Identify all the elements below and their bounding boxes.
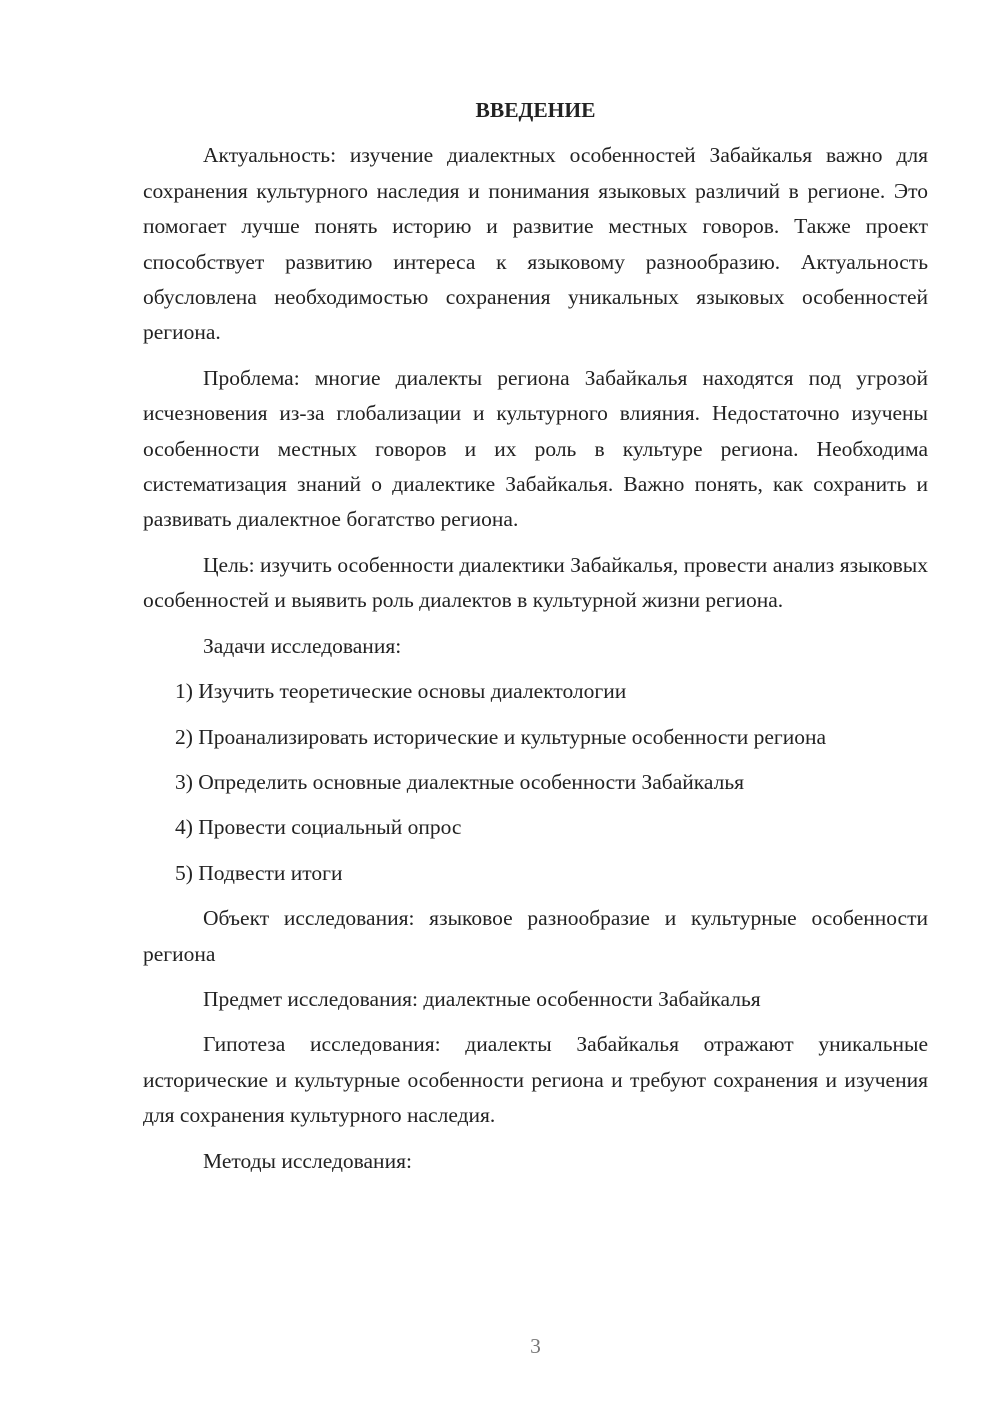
- page-content: [143, 93, 928, 1179]
- tasks-heading: Задачи исследования:: [203, 633, 402, 658]
- task-item: 2) Проанализировать исторические и культурные особенности региона: [175, 724, 827, 749]
- task-item: 1) Изучить теоретические основы диалектологии: [175, 679, 627, 704]
- methods-paragraph: Методы исследования:: [203, 1148, 412, 1173]
- section-heading: ВВЕДЕНИЕ: [475, 98, 596, 122]
- task-item: 4) Провести социальный опрос: [175, 815, 462, 840]
- page-number: 3: [530, 1334, 541, 1358]
- subject-paragraph: Предмет исследования: диалектные особенности Забайкалья: [203, 986, 761, 1011]
- hypothesis-paragraph: Гипотеза исследования: диалекты Забайкалья отражают уникальные исторические и культурные особенности региона и требуют сохранения и изучения для сохранения культурного наследия.: [143, 1032, 928, 1128]
- task-item: 5) Подвести итоги: [175, 860, 343, 885]
- task-item: 3) Определить основные диалектные особенности Забайкалья: [175, 769, 745, 794]
- goal-paragraph: Цель: изучить особенности диалектики Забайкалья, провести анализ языковых особенностей и выявить роль диалектов в культурной жизни региона.: [143, 552, 928, 613]
- relevance-paragraph: Актуальность: изучение диалектных особенностей Забайкалья важно для сохранения культурного наследия и понимания языковых различий в регионе. Это помогает лучше понять историю и развитие местных говоров. Также проект способствует развитию интереса к языковому разнообразию. Актуальность обусловлена необходимостью сохранения уникальных языковых особенностей региона.: [143, 143, 928, 345]
- object-paragraph: Объект исследования: языковое разнообразие и культурные особенности региона: [143, 906, 928, 966]
- problem-paragraph: Проблема: многие диалекты региона Забайкалья находятся под угрозой исчезновения из-за глобализации и культурного влияния. Недостаточно изучены особенности местных говоров и их роль в культуре региона. Необходима систематизация знаний о диалектике Забайкалья. Важно понять, как сохранить и развивать диалектное богатство региона.: [143, 365, 928, 532]
